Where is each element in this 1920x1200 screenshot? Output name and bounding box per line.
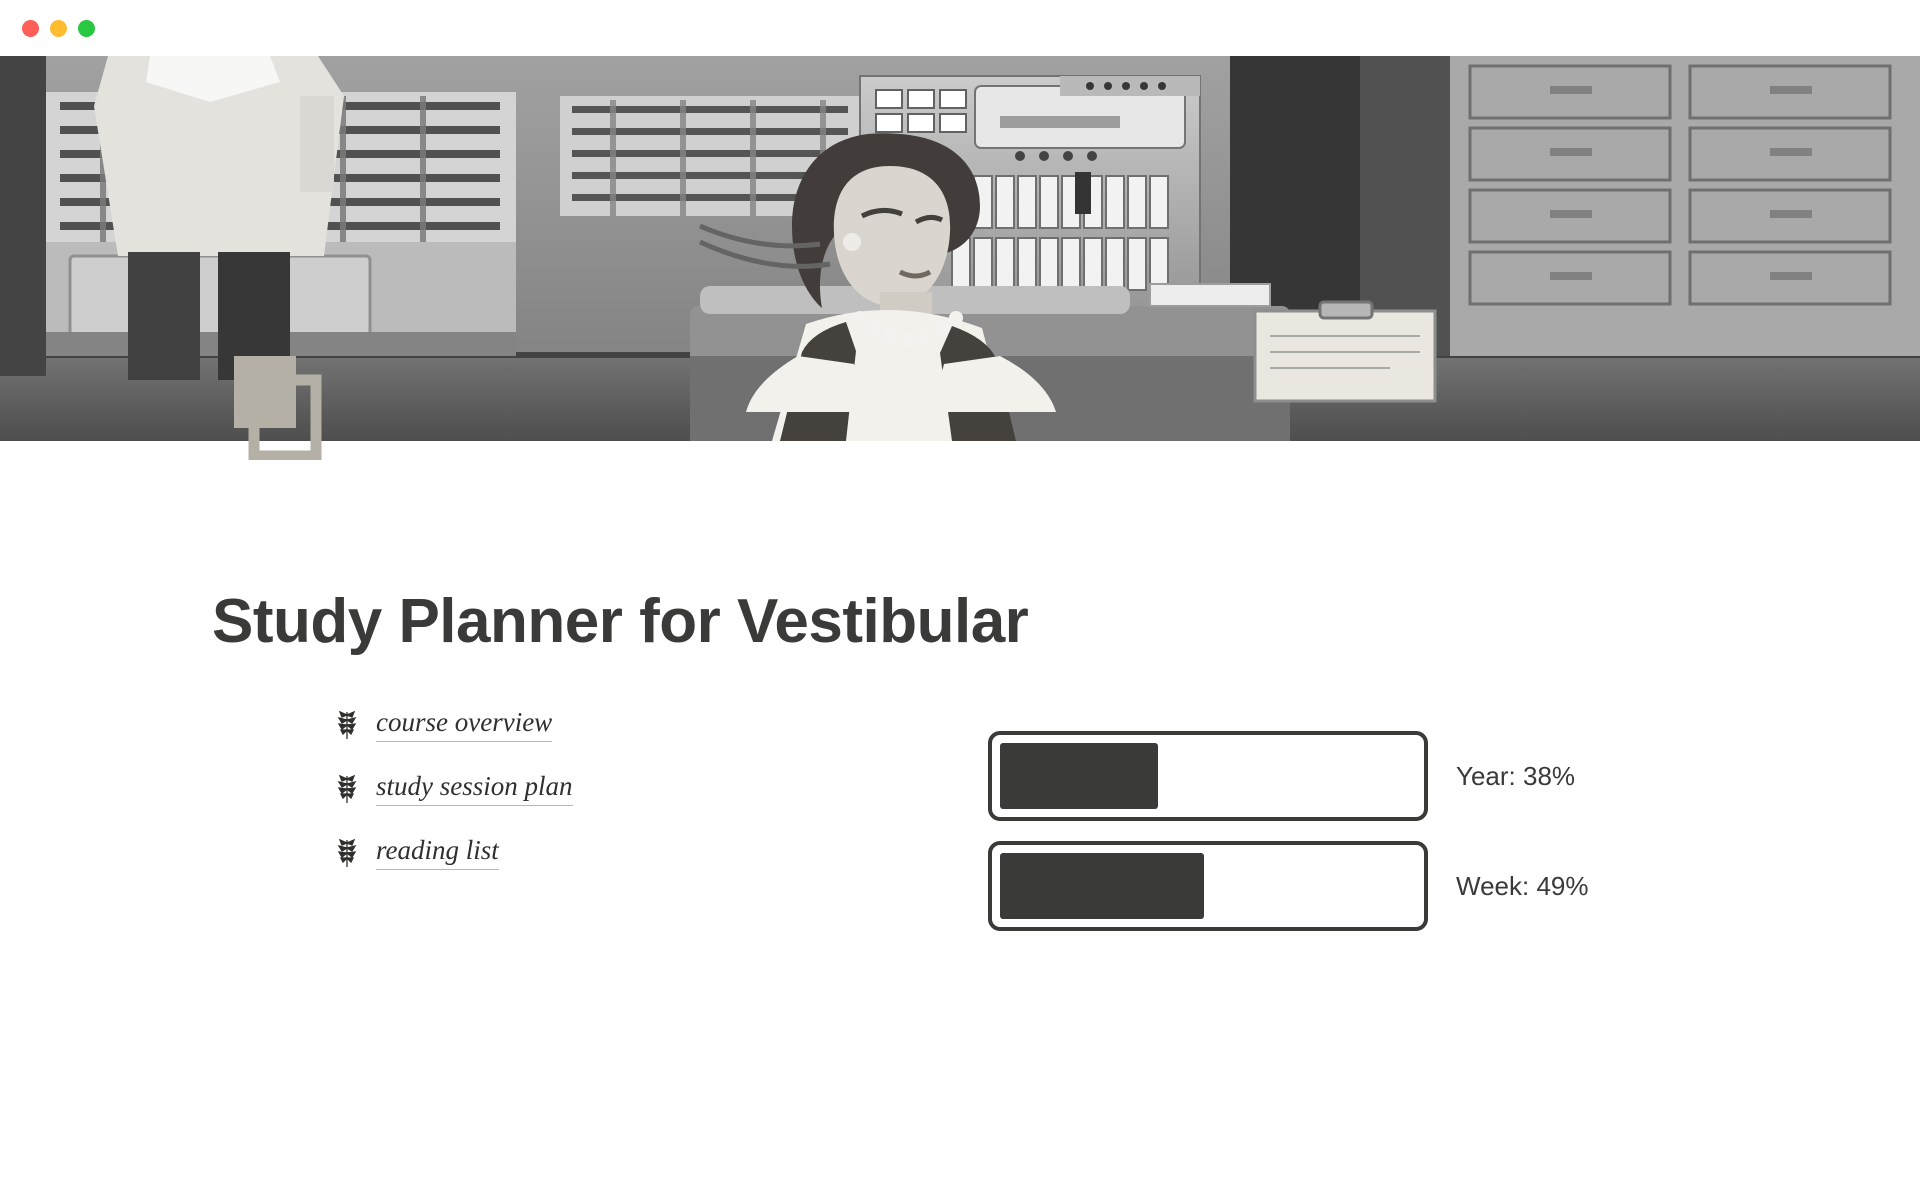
sprig-icon — [336, 838, 358, 868]
page-content — [0, 441, 1920, 1200]
list-item[interactable] — [336, 693, 766, 757]
link-reading-list[interactable]: reading list — [376, 837, 499, 870]
week-progress-label: Week: 49% — [1456, 870, 1589, 901]
progress-row-year — [988, 731, 1608, 821]
window-titlebar — [0, 0, 1920, 56]
year-progress-label: Year: 38% — [1456, 760, 1576, 791]
page-link-list — [336, 693, 766, 885]
sprig-icon — [336, 710, 358, 740]
page-title[interactable]: Study Planner for Vestibular — [212, 587, 1029, 656]
list-item[interactable] — [336, 821, 766, 885]
progress-section — [988, 731, 1608, 951]
document-stack-icon — [228, 352, 336, 460]
minimize-button[interactable] — [50, 20, 67, 37]
page-icon[interactable] — [228, 352, 336, 460]
link-study-session-plan[interactable]: study session plan — [376, 773, 573, 806]
year-progress-bar[interactable] — [988, 731, 1428, 821]
year-progress-fill — [1000, 743, 1158, 809]
sprig-icon — [336, 774, 358, 804]
week-progress-bar[interactable] — [988, 841, 1428, 931]
week-progress-fill — [1000, 853, 1204, 919]
maximize-button[interactable] — [78, 20, 95, 37]
list-item[interactable] — [336, 757, 766, 821]
link-course-overview[interactable]: course overview — [376, 709, 552, 742]
window-controls — [22, 20, 95, 37]
close-button[interactable] — [22, 20, 39, 37]
progress-row-week — [988, 841, 1608, 931]
